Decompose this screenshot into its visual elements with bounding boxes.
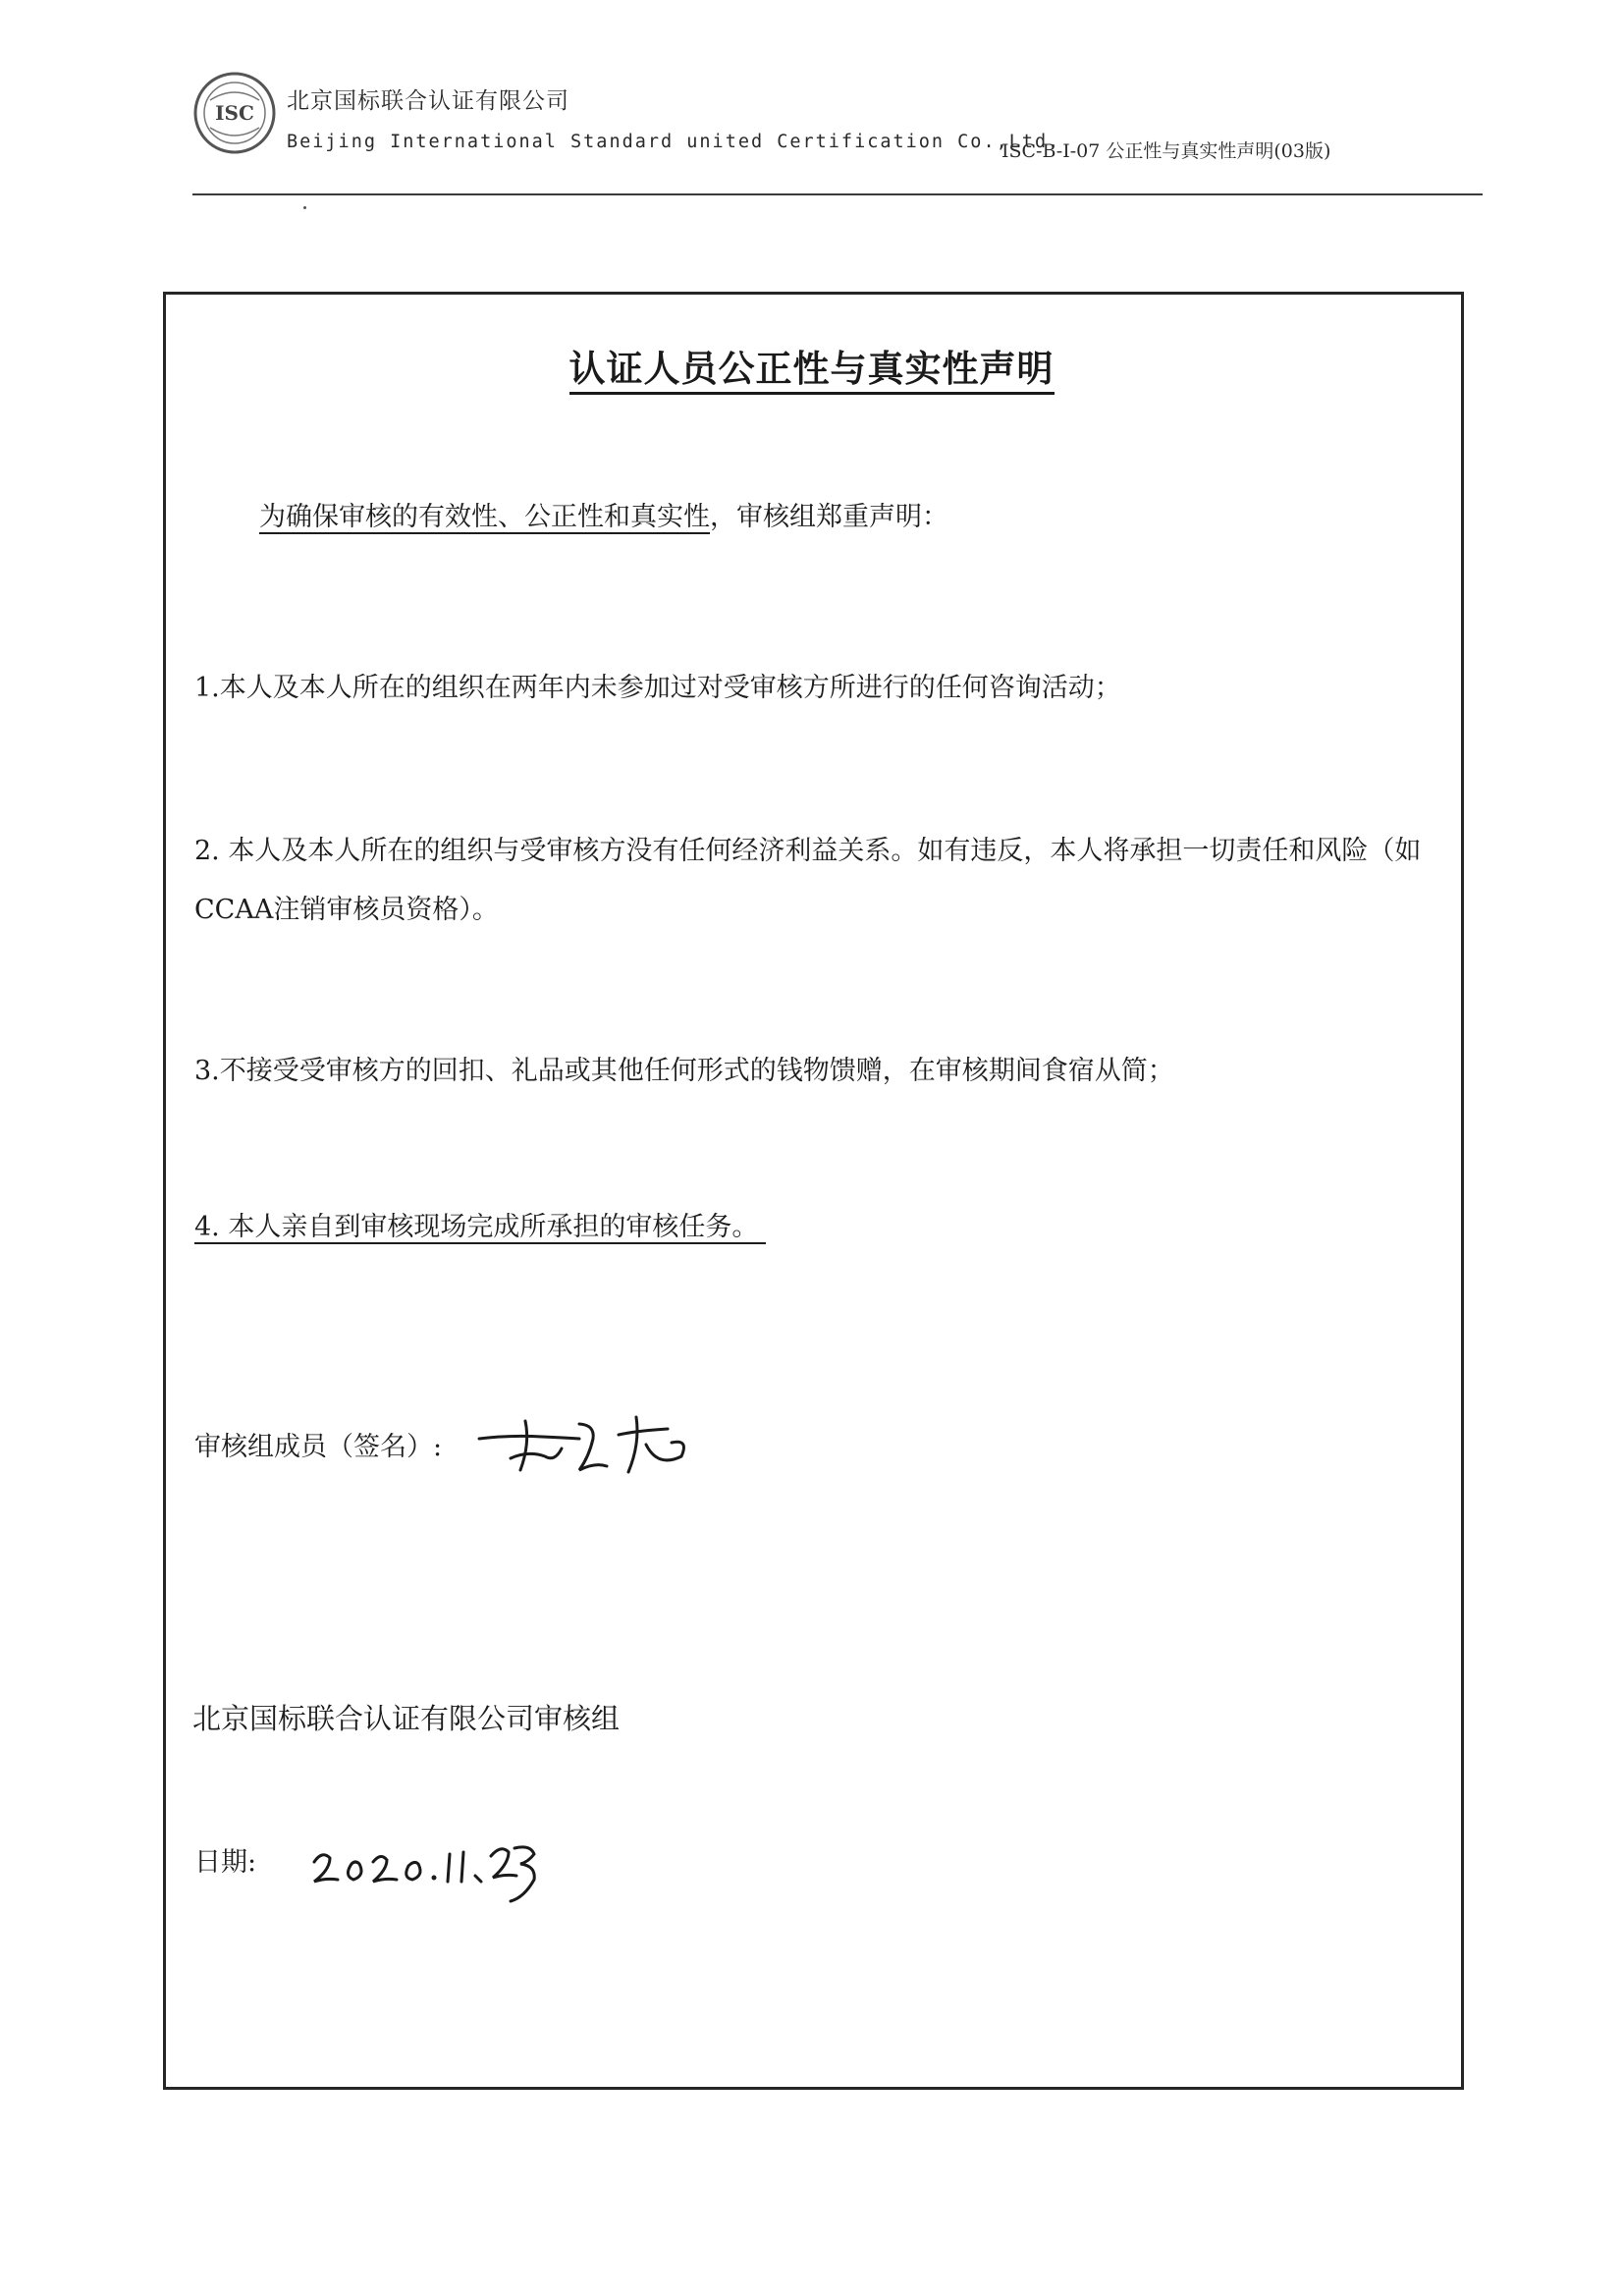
company-name-cn: 北京国标联合认证有限公司 bbox=[287, 88, 569, 114]
intro-paragraph bbox=[259, 488, 948, 547]
document-title-text: 认证人员公正性与真实性声明 bbox=[569, 348, 1055, 395]
intro-underlined-text: 为确保审核的有效性、公正性和真实性 bbox=[259, 502, 710, 532]
handwritten-date bbox=[295, 1827, 550, 1905]
declaration-item-2: 2. 本人及本人所在的组织与受审核方没有任何经济利益关系。如有违反，本人将承担一切责任和风险（如CCAA注销审核员资格）。 bbox=[194, 836, 1422, 925]
scan-speck bbox=[303, 206, 306, 209]
declaration-item-3: 3.不接受受审核方的回扣、礼品或其他任何形式的钱物馈赠，在审核期间食宿从简； bbox=[194, 1056, 1174, 1086]
intro-rest-text: ，审核组郑重声明： bbox=[710, 502, 948, 532]
company-logo bbox=[192, 71, 277, 155]
company-name-en: Beijing International Standard united Certification Co.,Ltd. bbox=[287, 132, 1061, 152]
organization-name: 北京国标联合认证有限公司审核组 bbox=[192, 1702, 621, 1735]
logo-text: ISC bbox=[215, 101, 254, 125]
handwritten-signature bbox=[471, 1399, 707, 1488]
declaration-frame bbox=[163, 292, 1464, 2090]
declaration-item-1: 1.本人及本人所在的组织在两年内未参加过对受审核方所进行的任何咨询活动； bbox=[194, 673, 1121, 703]
document-code: ISC-B-I-07 公正性与真实性声明(03版) bbox=[1001, 140, 1331, 162]
declaration-item-4-text: 4. 本人亲自到审核现场完成所承担的审核任务。 bbox=[194, 1212, 766, 1244]
declaration-item-4 bbox=[194, 1198, 766, 1257]
document-header bbox=[0, 0, 1623, 206]
signature-label: 审核组成员（签名）: bbox=[194, 1432, 443, 1462]
document-title bbox=[0, 339, 1623, 392]
date-label: 日期: bbox=[194, 1847, 257, 1878]
header-divider bbox=[192, 193, 1483, 195]
